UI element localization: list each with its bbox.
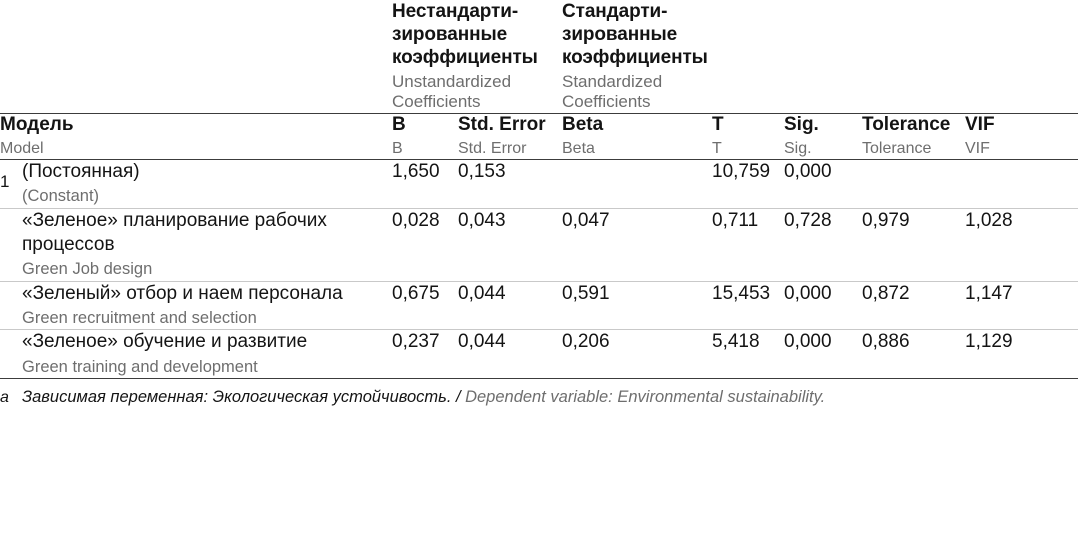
group-header-standardized: [562, 0, 1078, 113]
table-row: [0, 282, 1078, 330]
cell-t: 5,418: [712, 331, 760, 353]
cell-vif: 1,129: [965, 331, 1013, 353]
cell-sig: 0,000: [784, 160, 832, 182]
cell-b: 0,028: [392, 209, 440, 231]
row-label-en: Green Job design: [22, 260, 153, 279]
cell-vif: 1,028: [965, 209, 1013, 231]
group-header-spacer: [0, 0, 22, 113]
cell-b: 0,237: [392, 331, 440, 353]
row-label-ru: «Зеленое» планирование рабочих процессов: [22, 209, 327, 255]
column-header-t-en: T: [712, 139, 722, 157]
row-number: [0, 330, 22, 378]
group-header-unstandardized-en-line1: Unstandardized: [392, 71, 512, 91]
group-header-unstandardized-ru-line3: коэффициенты: [392, 47, 538, 69]
column-header-t: [712, 114, 784, 159]
column-header-tolerance: [862, 114, 965, 159]
column-header-model-en: Model: [0, 139, 44, 157]
column-header-vif-ru: VIF: [965, 113, 995, 135]
row-label-en: (Constant): [22, 187, 100, 206]
column-header-vif-en: VIF: [965, 139, 990, 157]
column-header-b: [392, 114, 458, 159]
row-number: [0, 209, 22, 282]
group-header-unstandardized-en-line2: Coefficients: [392, 92, 481, 112]
cell-vif: 1,147: [965, 282, 1013, 304]
cell-beta: 0,591: [562, 282, 610, 304]
cell-tolerance: 0,979: [862, 209, 910, 231]
row-number: 1: [0, 171, 10, 191]
group-header-standardized-ru-line2: зированные: [562, 24, 678, 46]
cell-b: 1,650: [392, 160, 440, 182]
column-header-vif: [965, 114, 1078, 159]
column-header-model: [0, 114, 392, 159]
cell-vif: [965, 160, 1078, 208]
row-label: [22, 209, 392, 282]
footnote-text-ru: Зависимая переменная: Экологическая устойчивость. /: [22, 388, 461, 407]
cell-std-error: 0,153: [458, 160, 506, 182]
column-header-std-error-en: Std. Error: [458, 139, 527, 157]
row-label-ru: (Постоянная): [22, 160, 140, 182]
row-label-en: Green recruitment and selection: [22, 308, 257, 327]
cell-sig: 0,728: [784, 209, 832, 231]
column-header-sig: [784, 114, 862, 159]
row-label-en: Green training and development: [22, 357, 258, 376]
group-header-standardized-ru-line3: коэффициенты: [562, 47, 708, 69]
cell-tolerance: 0,886: [862, 331, 910, 353]
row-label: [22, 282, 392, 330]
table-row: [0, 209, 1078, 282]
group-header-spacer-2: [22, 0, 392, 113]
footnote-marker: a: [0, 389, 9, 407]
cell-std-error: 0,044: [458, 282, 506, 304]
cell-std-error: 0,043: [458, 209, 506, 231]
column-header-beta-en: Beta: [562, 139, 595, 157]
row-label-ru: «Зеленое» обучение и развитие: [22, 331, 308, 353]
cell-sig: 0,000: [784, 331, 832, 353]
column-header-b-ru: B: [392, 113, 406, 135]
row-label-ru: «Зеленый» отбор и наем персонала: [22, 282, 343, 304]
column-header-b-en: B: [392, 139, 403, 157]
group-header-unstandardized: [392, 0, 562, 113]
cell-beta: [562, 160, 712, 208]
column-header-beta-ru: Beta: [562, 113, 604, 135]
cell-tolerance: [862, 160, 965, 208]
group-header-standardized-ru-line1: Стандарти-: [562, 1, 668, 22]
table-row: [0, 330, 1078, 378]
cell-t: 15,453: [712, 282, 771, 304]
table-footnote: [0, 378, 1078, 407]
cell-b: 0,675: [392, 282, 440, 304]
column-header-tolerance-en: Tolerance: [862, 139, 932, 157]
cell-t: 0,711: [712, 209, 759, 231]
group-header-standardized-en-line1: Standardized: [562, 71, 663, 91]
column-header-model-ru: Модель: [0, 113, 74, 135]
column-header-tolerance-ru: Tolerance: [862, 113, 951, 135]
cell-sig: 0,000: [784, 282, 832, 304]
row-label: [22, 330, 392, 378]
table-row: [0, 160, 1078, 208]
group-header-unstandardized-ru-line1: Нестандарти-: [392, 1, 519, 22]
cell-beta: 0,206: [562, 331, 610, 353]
cell-beta: 0,047: [562, 209, 610, 231]
column-header-sig-en: Sig.: [784, 139, 812, 157]
cell-t: 10,759: [712, 160, 771, 182]
cell-tolerance: 0,872: [862, 282, 910, 304]
column-header-sig-ru: Sig.: [784, 113, 819, 135]
cell-std-error: 0,044: [458, 331, 506, 353]
group-header-unstandardized-ru-line2: зированные: [392, 24, 508, 46]
row-number: [0, 282, 22, 330]
column-header-row: [0, 114, 1078, 159]
column-header-t-ru: T: [712, 113, 724, 135]
group-header-row: [0, 0, 1078, 113]
column-header-std-error-ru: Std. Error: [458, 113, 546, 135]
row-label: [22, 160, 392, 208]
column-header-std-error: [458, 114, 562, 159]
group-header-standardized-en-line2: Coefficients: [562, 92, 651, 112]
footnote-text-en: Dependent variable: Environmental sustainability.: [465, 388, 826, 407]
column-header-beta: [562, 114, 712, 159]
